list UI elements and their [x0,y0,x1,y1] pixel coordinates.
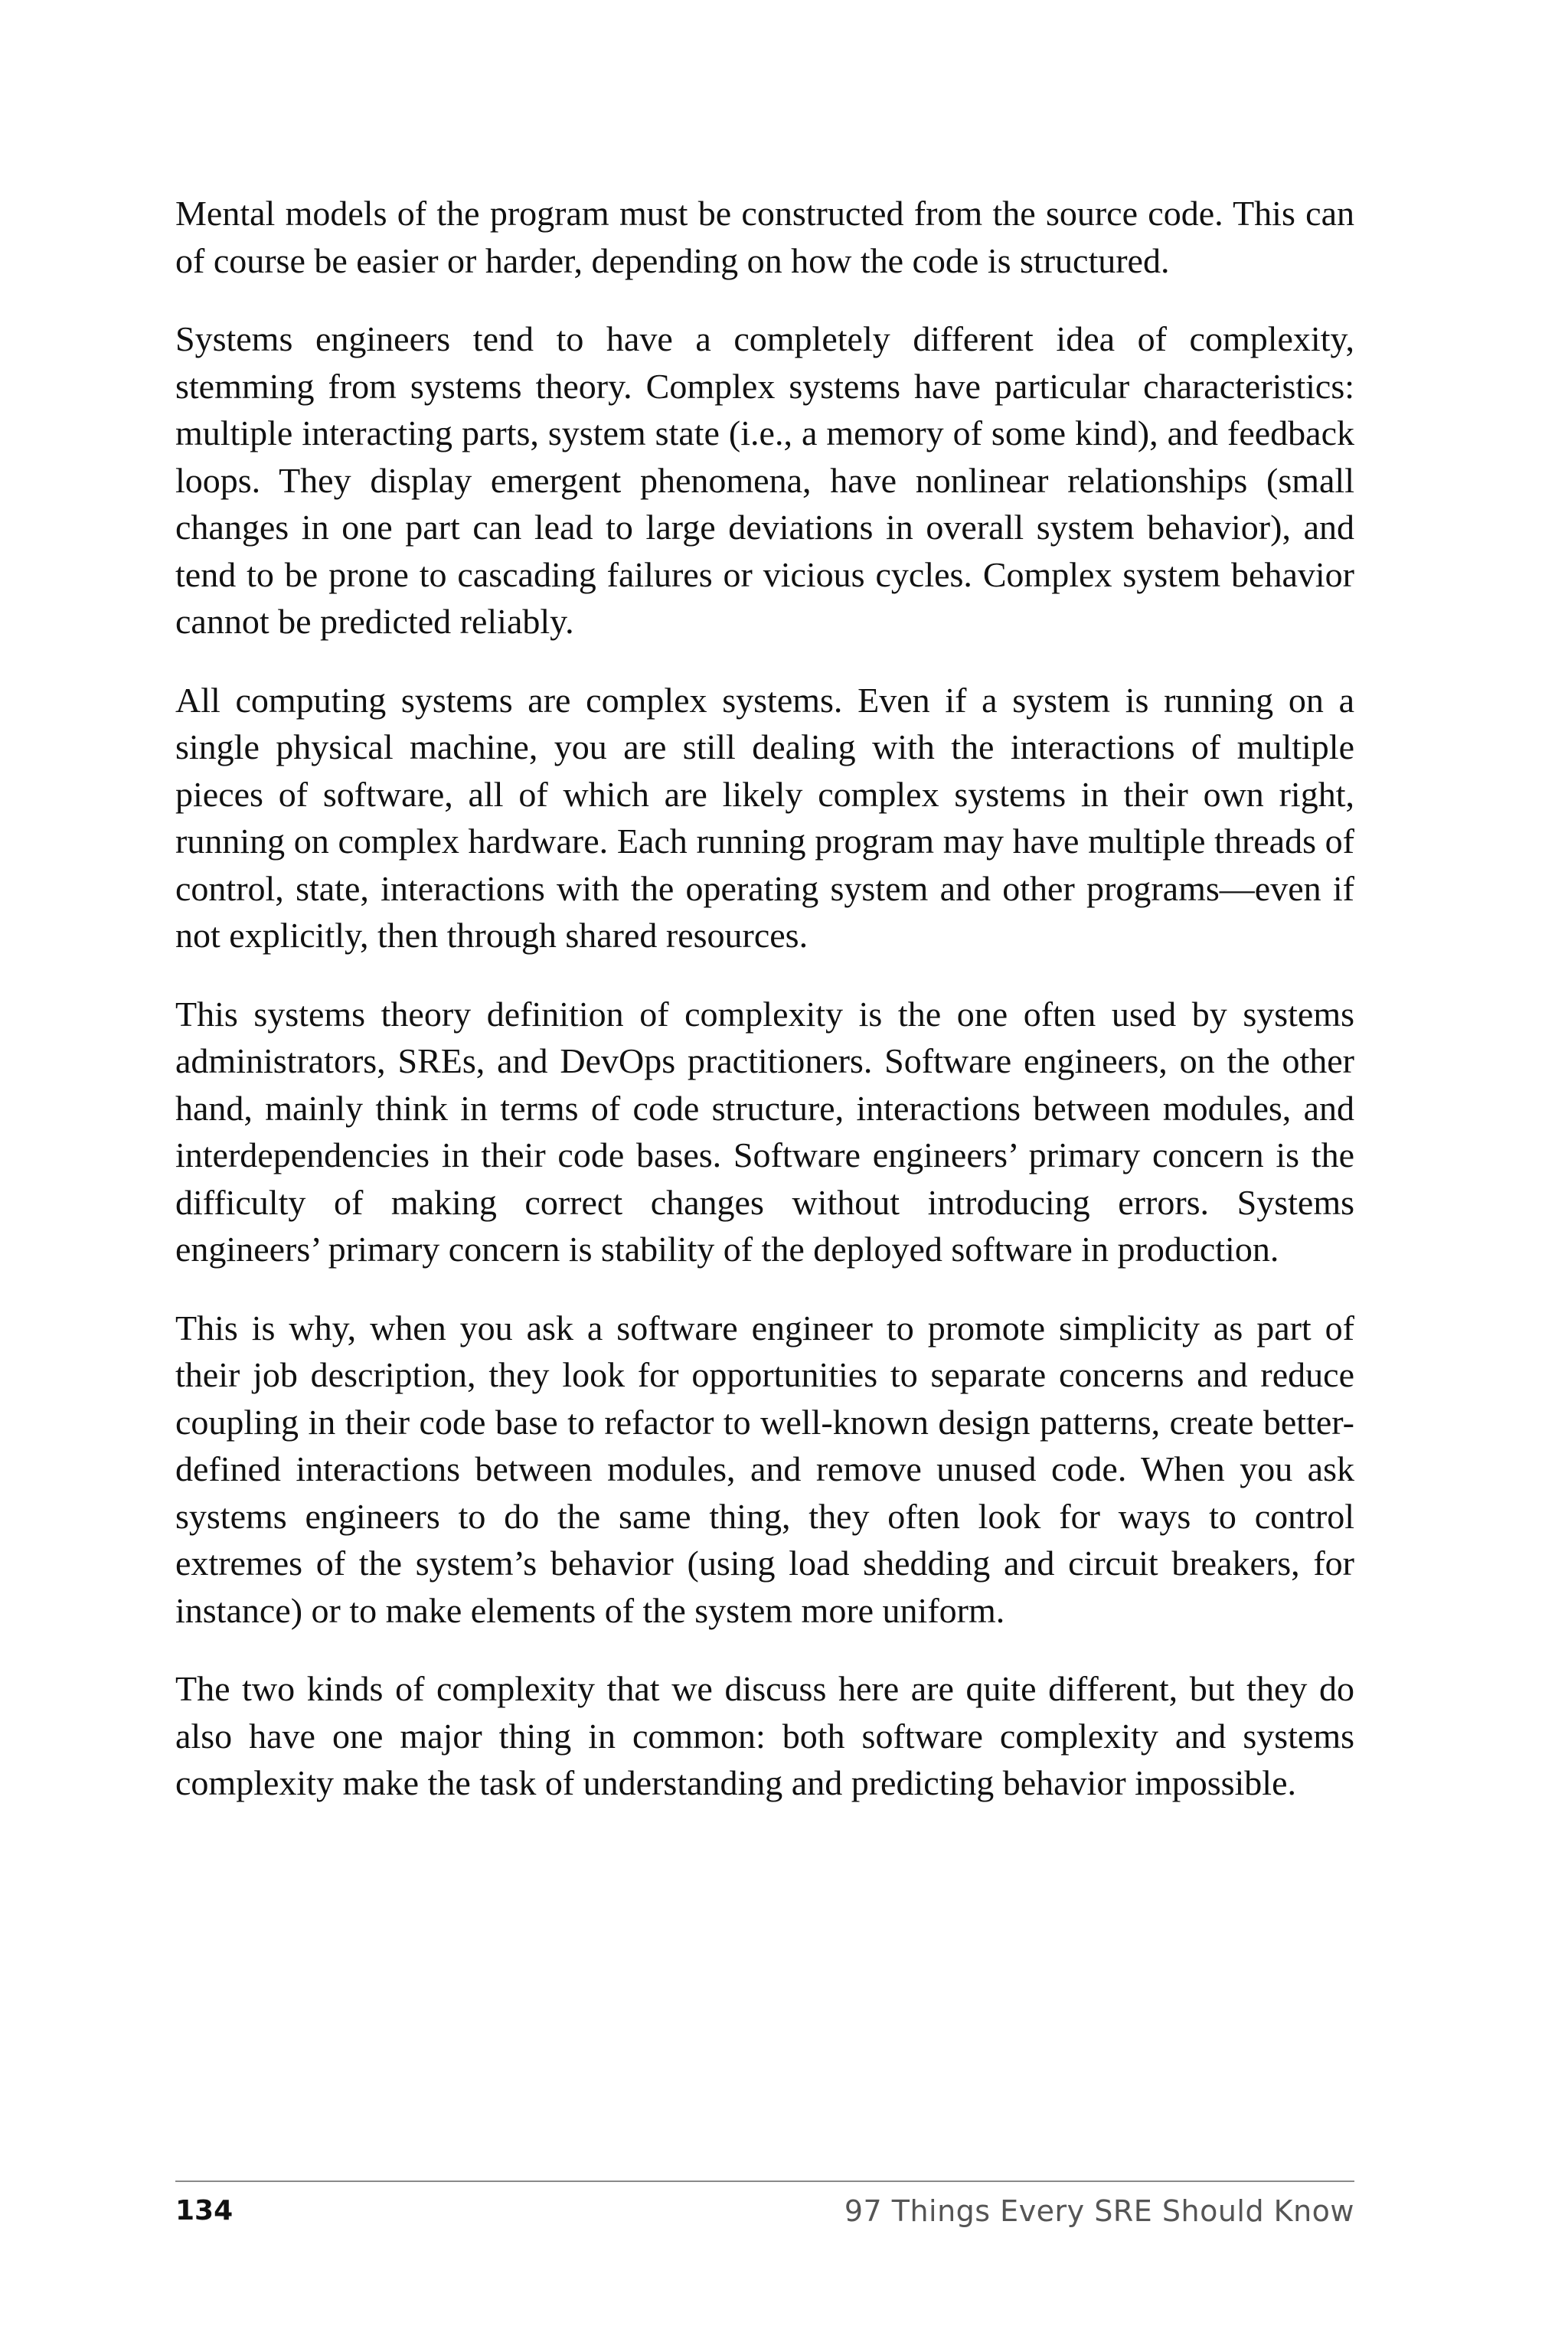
paragraph-promote-simplicity: This is why, when you ask a software engineer to promote simplicity as part of their job description, they look for opportunities to separate concerns and reduce coupling in their code base to refactor to well-known design patterns, create better-defined interactions between modules, and remove unused code. When you ask systems engineers to do the same thing, they often look for ways to control extremes of the system’s behavior (using load shedding and circuit breakers, for instance) or to make elements of the system more uniform. [175,1308,1354,1630]
paragraph-systems-theory-definition: This systems theory definition of complexity is the one often used by systems administrators, SREs, and DevOps practitioners. Software engineers, on the other hand, mainly think in terms of code structure, interactions between modules, and interdependencies in their code bases. Software engineers’ primary concern is the difficulty of making correct changes without introducing errors. Systems engineers’ primary concern is stability of the deployed software in production. [175,994,1354,1269]
body-text [175,190,1354,1807]
paragraph-two-kinds: The two kinds of complexity that we discuss here are quite different, but they do also have one major thing in common: both software complexity and systems complexity make the task of understanding and predicting behavior impossible. [175,1669,1354,1802]
page-footer [175,2188,1354,2234]
paragraph-computing-systems: All computing systems are complex systems. Even if a system is running on a single physical machine, you are still dealing with the interactions of multiple pieces of software, all of which are likely complex systems in their own right, running on complex hardware. Each running program may have multiple threads of control, state, interactions with the operating system and other programs—even if not explicitly, then through shared resources. [175,680,1354,955]
paragraph-systems-engineers: Systems engineers tend to have a completely different idea of complexity, stemming from systems theory. Complex systems have particular characteristics: multiple interacting parts, system state (i.e., a memory of some kind), and feedback loops. They display emergent phenomena, have nonlinear relationships (small changes in one part can lead to large deviations in overall system behavior), and tend to be prone to cascading failures or vicious cycles. Complex system behavior cannot be predicted reliably. [175,319,1354,641]
footer-divider [175,2180,1354,2182]
paragraph-mental-models: Mental models of the program must be constructed from the source code. This can of course be easier or harder, depending on how the code is structured. [175,194,1354,280]
running-title: 97 Things Every SRE Should Know [844,2194,1354,2228]
page-number: 134 [175,2195,234,2226]
